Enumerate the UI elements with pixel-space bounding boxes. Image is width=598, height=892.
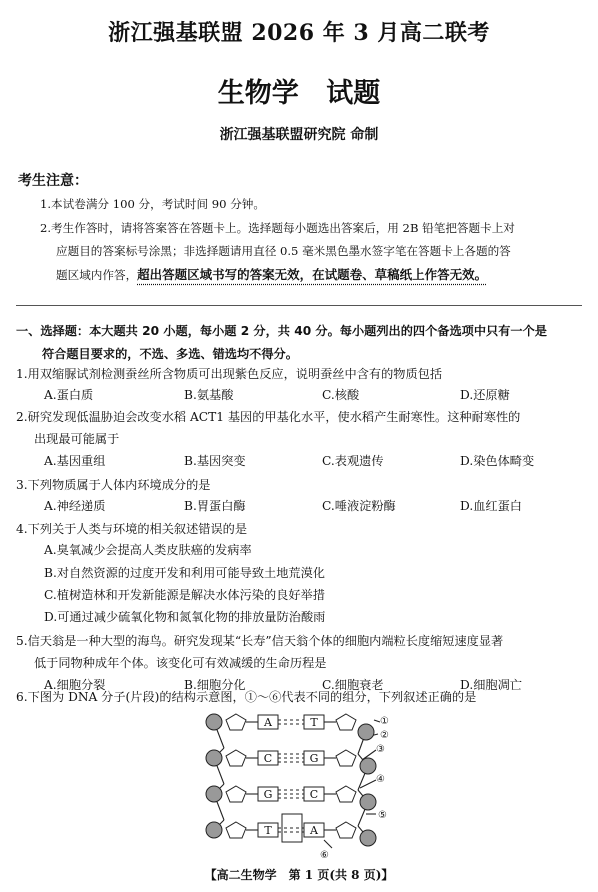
marker-3: ③ bbox=[376, 744, 385, 755]
right-sugar-2 bbox=[336, 750, 356, 766]
right-phosphate-1 bbox=[358, 724, 374, 740]
question-1-options bbox=[44, 386, 584, 408]
right-phosphate-4 bbox=[360, 830, 376, 846]
question-4-option-b: B.对自然资源的过度开发和利用可能导致土地荒漠化 bbox=[44, 566, 325, 580]
question-5-stem-line-2: 低于同物种成年个体。该变化可有效减缓的生命历程是 bbox=[34, 656, 327, 670]
left-sugar-2 bbox=[226, 750, 246, 766]
right-base-label-2: G bbox=[309, 752, 319, 765]
question-5-option-b: B.细胞分化 bbox=[184, 678, 246, 692]
marker-4-leader bbox=[360, 780, 376, 788]
marker-6: ⑥ bbox=[320, 850, 329, 860]
question-1-stem: 1.用双缩脲试剂检测蚕丝所含物质可出现紫色反应，说明蚕丝中含有的物质包括 bbox=[16, 367, 443, 381]
marker-5: ⑤ bbox=[378, 810, 387, 821]
question-2-stem bbox=[16, 406, 584, 450]
left-phosphate-3 bbox=[206, 786, 222, 802]
institute-line: 浙江强基联盟研究院 命制 bbox=[219, 127, 379, 143]
left-phosphate-2 bbox=[206, 750, 222, 766]
marker-6-leader bbox=[324, 840, 332, 848]
right-phosphate-2 bbox=[360, 758, 376, 774]
question-5-stem bbox=[16, 630, 584, 674]
question-3-option-c: C.唾液淀粉酶 bbox=[322, 499, 396, 513]
left-phosphate-4 bbox=[206, 822, 222, 838]
marker-1: ① bbox=[380, 716, 389, 727]
notice-item-2-line-1: 2.考生作答时，请将答案答在答题卡上。选择题每小题选出答案后，用 2B 铅笔把答题卡上对 bbox=[40, 221, 515, 235]
question-2-stem-line-1: 2.研究发现低温胁迫会改变水稻 ACT1 基因的甲基化水平，使水稻产生耐寒性。这种耐寒性的 bbox=[16, 410, 521, 424]
question-2-stem-line-2: 出现最可能属于 bbox=[34, 432, 120, 446]
section-heading bbox=[16, 320, 586, 366]
question-1-option-a: A.蛋白质 bbox=[44, 388, 94, 402]
question-1-option-d: D.还原糖 bbox=[460, 388, 510, 402]
left-base-label-2: C bbox=[263, 752, 273, 765]
left-sugar-1 bbox=[226, 714, 246, 730]
question-5-option-c: C.细胞衰老 bbox=[322, 678, 384, 692]
right-phosphate-3 bbox=[360, 794, 376, 810]
right-base-label-3: C bbox=[309, 788, 319, 801]
section-heading-line-1: 一、选择题：本大题共 20 小题，每小题 2 分，共 40 分。每小题列出的四个备选项中只有一个是 bbox=[16, 324, 547, 338]
question-4-stem: 4.下列关于人类与环境的相关叙述错误的是 bbox=[16, 522, 248, 536]
question-4-option-d: D.可通过减少硫氧化物和氮氧化物的排放量防治酸雨 bbox=[44, 610, 326, 624]
question-5-option-a: A.细胞分裂 bbox=[44, 678, 106, 692]
question-5-option-d: D.细胞凋亡 bbox=[460, 678, 522, 692]
left-sugar-4 bbox=[226, 822, 246, 838]
right-base-label-4: A bbox=[310, 824, 318, 837]
page-footer: 【高二生物学 第 1 页(共 8 页)】 bbox=[204, 868, 394, 882]
exam-title: 浙江强基联盟 2026 年 3 月高二联考 bbox=[108, 20, 490, 46]
dna-structure-diagram bbox=[200, 708, 400, 860]
right-sugar-1 bbox=[336, 714, 356, 730]
notice-item-2-line-3 bbox=[56, 263, 580, 287]
notice-item-2-line-2: 应题目的答案标号涂黑；非选择题请用直径 0.5 毫米黑色墨水签字笔在答题卡上各题的答 bbox=[56, 244, 511, 258]
question-3-option-b: B.胃蛋白酶 bbox=[184, 499, 246, 513]
notice-item-1: 1.本试卷满分 100 分，考试时间 90 分钟。 bbox=[40, 197, 265, 211]
question-6-stem: 6.下图为 DNA 分子(片段)的结构示意图，①～⑥代表不同的组分，下列叙述正确的是 bbox=[16, 690, 477, 704]
right-sugar-3 bbox=[336, 786, 356, 802]
notice-emphasis: 超出答题区域书写的答案无效，在试题卷、草稿纸上作答无效。 bbox=[137, 267, 488, 282]
section-heading-line-2: 符合题目要求的，不选、多选、错选均不得分。 bbox=[42, 347, 298, 361]
right-base-label-1: T bbox=[310, 716, 318, 729]
right-sugar-4 bbox=[336, 822, 356, 838]
question-2-option-a: A.基因重组 bbox=[44, 454, 106, 468]
marker-2: ② bbox=[380, 730, 389, 741]
question-3-option-d: D.血红蛋白 bbox=[460, 499, 522, 513]
question-2-option-c: C.表观遗传 bbox=[322, 454, 384, 468]
left-base-label-4: T bbox=[264, 824, 272, 837]
question-5-stem-line-1: 5.信天翁是一种大型的海鸟。研究发现某“长寿”信天翁个体的细胞内端粒长度缩短速度显著 bbox=[16, 634, 504, 648]
notice-item-2 bbox=[40, 217, 580, 287]
question-4-option-c: C.植树造林和开发新能源是解决水体污染的良好举措 bbox=[44, 588, 325, 602]
question-3-options bbox=[44, 497, 584, 519]
left-base-label-1: A bbox=[264, 716, 272, 729]
question-2-option-b: B.基因突变 bbox=[184, 454, 246, 468]
left-phosphate-1 bbox=[206, 714, 222, 730]
question-2-options bbox=[44, 452, 584, 474]
question-1-option-b: B.氨基酸 bbox=[184, 388, 234, 402]
question-3-option-a: A.神经递质 bbox=[44, 499, 106, 513]
question-3-stem: 3.下列物质属于人体内环境成分的是 bbox=[16, 478, 211, 492]
question-2-option-d: D.染色体畸变 bbox=[460, 454, 535, 468]
marker-4: ④ bbox=[376, 774, 385, 785]
left-sugar-3 bbox=[226, 786, 246, 802]
notice-item-2-line-3a: 题区域内作答， bbox=[56, 268, 138, 282]
question-4-option-a: A.臭氧减少会提高人类皮肤癌的发病率 bbox=[44, 543, 252, 557]
section-divider bbox=[16, 305, 582, 306]
question-1-option-c: C.核酸 bbox=[322, 388, 360, 402]
notice-heading: 考生注意： bbox=[18, 173, 88, 189]
subject-title: 生物学 试题 bbox=[217, 78, 381, 109]
left-base-label-3: G bbox=[263, 788, 273, 801]
